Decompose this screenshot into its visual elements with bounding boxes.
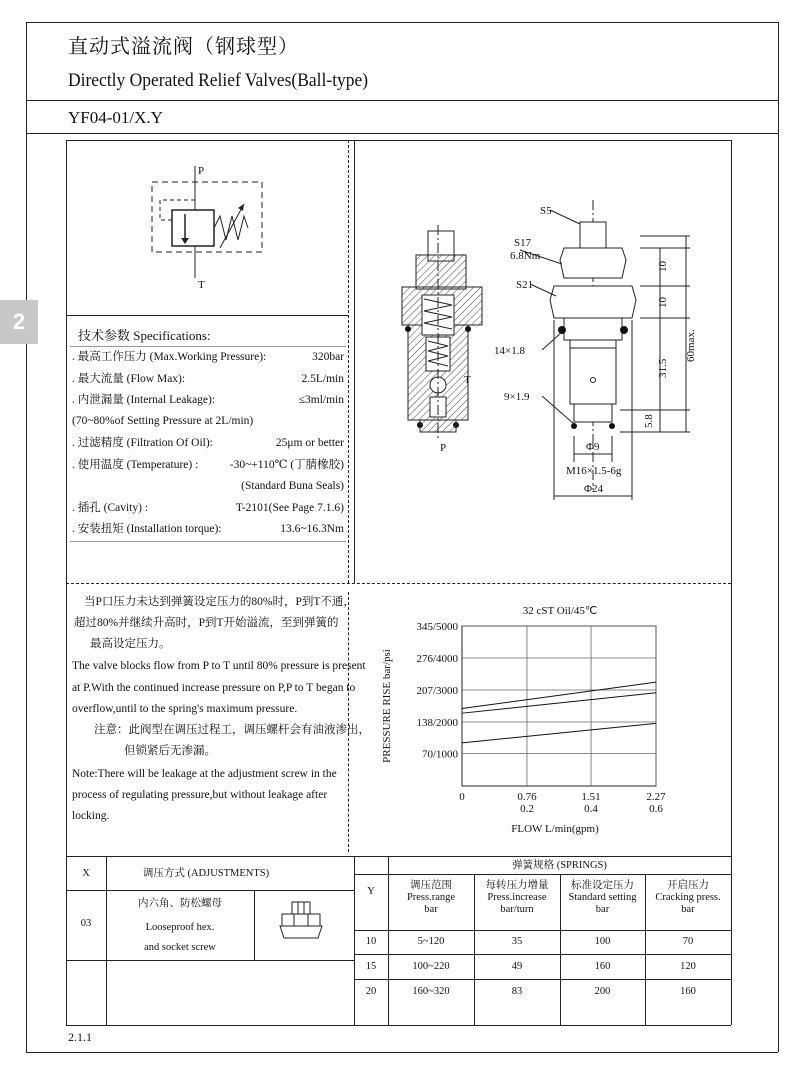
mid-divider (66, 583, 731, 584)
spec-rule (70, 541, 346, 542)
spring-setting: 200 (594, 986, 611, 997)
adj-col-rule (106, 856, 107, 1025)
symbol-p-label: P (198, 165, 205, 177)
spring-increase: 35 (511, 936, 523, 947)
spec-value: 13.6~16.3Nm (280, 523, 344, 535)
model-number: YF04-01/X.Y (68, 108, 163, 127)
spring-cracking: 160 (680, 986, 696, 997)
springs-col-header-cracking (645, 880, 731, 916)
dim-60max: 60max. (685, 329, 697, 362)
chart-x-tick-label: 2.27 (646, 791, 666, 803)
springs-col-header-setting (560, 880, 645, 916)
chart-x-tick-label: 0 (459, 791, 465, 803)
adj-desc-zh: 内六角、防松螺母 (138, 898, 222, 909)
spring-increase: 83 (511, 986, 523, 997)
dim-phi24: Φ24 (584, 483, 604, 495)
spring-y: 15 (365, 961, 377, 972)
spring-y: 10 (365, 936, 377, 947)
spring-setting: 100 (594, 936, 611, 947)
springs-col-header-increase (474, 880, 560, 916)
spring-range: 100~220 (412, 961, 450, 972)
bottom-border (26, 1052, 778, 1053)
chart-x-tick-label: 0.76 (517, 791, 537, 803)
col-header-zh: 每转压力增量 (485, 880, 549, 891)
col-header-zh: 调压范围 (410, 880, 452, 891)
spec-value: 25μm or better (275, 437, 344, 449)
spec-key: . 最大流量 (Flow Max): (72, 373, 186, 385)
adj-method-header: 调压方式 (ADJUSTMENTS) (142, 868, 270, 879)
chart-x-tick-sublabel: 0.4 (584, 803, 598, 815)
dim-10a: 10 (657, 261, 669, 272)
chart-x-tick-sublabel: 0.6 (649, 803, 663, 815)
desc-en-1: The valve blocks flow from P to T until 80% pressure is present (72, 660, 366, 672)
dimension-drawing (490, 200, 710, 510)
page-title-chinese: 直动式溢流阀（钢球型） (68, 36, 299, 58)
col-header-en: Standard setting (568, 892, 637, 903)
chart-y-tick-label: 207/3000 (416, 685, 458, 697)
springs-row-rule (354, 954, 731, 955)
inner-right-border (731, 140, 732, 1025)
desc-zh-2: 超过80%并继续升高时，P到T开始溢流，至到弹簧的 (74, 617, 339, 629)
chart-y-axis-label: PRESSURE RISE bar/psi (381, 649, 393, 763)
spec-value: 320bar (312, 351, 344, 363)
dim-s21: S21 (516, 279, 534, 291)
spec-key: . 插孔 (Cavity) : (72, 502, 149, 514)
springs-title-rule (354, 874, 731, 875)
spec-row (72, 455, 344, 476)
note-en-3: locking. (72, 810, 110, 822)
chart-y-tick-label: 70/1000 (421, 748, 458, 761)
dim-31-5: 31.5 (657, 358, 669, 378)
chart-y-tick-label: 276/4000 (416, 653, 458, 665)
spring-increase: 49 (511, 961, 523, 972)
chart-title: 32 cST Oil/45℃ (522, 605, 598, 617)
pressure-flow-chart (370, 596, 720, 846)
page-tab: 2 (0, 300, 38, 344)
spec-key: . 最高工作压力 (Max.Working Pressure): (72, 351, 267, 363)
spec-row (72, 411, 344, 432)
valve-section-view (380, 225, 490, 455)
page-number: 2.1.1 (68, 1030, 92, 1044)
model-divider (26, 133, 778, 134)
spec-rule (70, 346, 346, 347)
symbol-divider (66, 315, 348, 316)
symbol-t-label: T (198, 279, 205, 291)
adj-desc-en-2: and socket screw (144, 942, 216, 953)
inner-bottom-border (66, 1025, 731, 1026)
col-header-en: Press.range (406, 892, 456, 903)
chart-x-tick-label: 1.51 (581, 791, 601, 803)
spec-row (72, 476, 344, 497)
spring-range: 5~120 (417, 936, 445, 947)
spring-range: 160~320 (412, 986, 450, 997)
spec-row (72, 498, 344, 519)
spec-value: -30~+110℃ (丁腈橡胶) (229, 459, 344, 471)
col-header-unit: bar/turn (500, 904, 534, 915)
spring-cracking: 120 (680, 961, 696, 972)
adj-col-rule-2 (254, 890, 255, 960)
dim-torque: 6.8Nm (510, 250, 541, 262)
col-header-en: Cracking press. (655, 892, 721, 903)
top-border (26, 22, 778, 23)
springs-y-header: Y (367, 886, 375, 897)
dim-thread: M16×1.5-6g (566, 465, 622, 477)
spec-row (72, 519, 344, 540)
chart-plot-frame (462, 626, 656, 786)
center-divider-upper (348, 140, 349, 583)
desc-zh-1: 当P口压力未达到弹簧设定压力的80%时，P到T不通， (84, 596, 355, 608)
tables-top-rule (66, 856, 731, 857)
chart-y-tick-label: 138/2000 (416, 717, 458, 729)
spec-key: (70~80%of Setting Pressure at 2L/min) (72, 415, 254, 427)
adj-desc-en-1: Looseproof hex. (145, 922, 215, 933)
specs-heading: 技术参数 Specifications: (78, 328, 211, 343)
springs-col-header-range (388, 880, 474, 916)
spec-row (72, 390, 344, 411)
col-header-en: Press.increase (487, 892, 547, 903)
spring-setting: 160 (594, 961, 611, 972)
adj-header-rule (66, 890, 354, 891)
dim-phi9: Φ9 (586, 441, 600, 453)
springs-header-rule (354, 930, 731, 931)
col-header-zh: 标准设定压力 (571, 880, 634, 891)
chart-series-line (462, 693, 656, 713)
col-header-unit: bar (681, 904, 695, 915)
spec-key: . 过滤精度 (Filtration Of Oil): (72, 437, 213, 449)
chart-series-line (462, 723, 656, 742)
col-header-unit: bar (424, 904, 438, 915)
spring-cracking: 70 (682, 936, 694, 947)
dim-10b: 10 (657, 297, 669, 308)
dim-5-8: 5.8 (643, 414, 655, 428)
spec-value: (Standard Buna Seals) (241, 480, 344, 492)
note-zh-2: 但锁紧后无渗漏。 (124, 745, 216, 757)
adj-x-header: X (82, 868, 90, 879)
page-title-english: Directly Operated Relief Valves(Ball-type) (68, 70, 369, 91)
left-border (26, 22, 27, 1052)
title-divider (26, 100, 778, 101)
spec-key: . 使用温度 (Temperature) : (72, 459, 199, 471)
dim-s5: S5 (540, 205, 552, 217)
dim-s17: S17 (514, 237, 532, 249)
desc-en-2: at P.With the continued increase pressure on P,P to T began to (72, 682, 356, 694)
locknut-icon (276, 900, 326, 944)
section-t-label: T (464, 374, 471, 386)
right-border (778, 22, 779, 1052)
adj-row-rule (66, 960, 354, 961)
note-en-2: process of regulating pressure,but without leakage after (72, 789, 328, 801)
note-zh-1: 注意：此阀型在调压过程工，调压螺杆会有油液渗出， (94, 724, 370, 736)
desc-zh-3: 最高设定压力。 (90, 638, 171, 650)
adj-code: 03 (80, 918, 92, 929)
springs-row-rule (354, 979, 731, 980)
spec-key: . 内泄漏量 (Internal Leakage): (72, 394, 216, 406)
spec-value: ≤3ml/min (298, 394, 344, 406)
spec-value: 2.5L/min (301, 373, 344, 385)
springs-title: 弹簧规格 (SPRINGS) (512, 860, 607, 871)
col-header-zh: 开启压力 (667, 880, 709, 891)
spec-value: T-2101(See Page 7.1.6) (235, 502, 344, 514)
spec-key: . 安装扭矩 (Installation torque): (72, 523, 222, 535)
col-header-unit: bar (595, 904, 610, 915)
dim-oring-1: 14×1.8 (494, 345, 525, 357)
note-en-1: Note:There will be leakage at the adjustment screw in the (72, 768, 337, 780)
chart-y-tick-label: 345/5000 (416, 621, 458, 633)
section-p-label: P (440, 442, 447, 454)
spec-row (72, 347, 344, 368)
inner-top-border (66, 140, 731, 141)
spec-row (72, 433, 344, 454)
hydraulic-symbol (140, 160, 280, 290)
chart-series-line (462, 682, 656, 708)
center-divider-upper-2 (354, 140, 355, 583)
chart-x-axis-label: FLOW L/min(gpm) (511, 823, 599, 835)
spec-row (72, 369, 344, 390)
desc-en-3: overflow,until to the spring's maximum pressure. (72, 703, 298, 715)
spring-y: 20 (365, 986, 377, 997)
dim-oring-2: 9×1.9 (504, 391, 530, 403)
chart-x-tick-sublabel: 0.2 (520, 803, 534, 815)
